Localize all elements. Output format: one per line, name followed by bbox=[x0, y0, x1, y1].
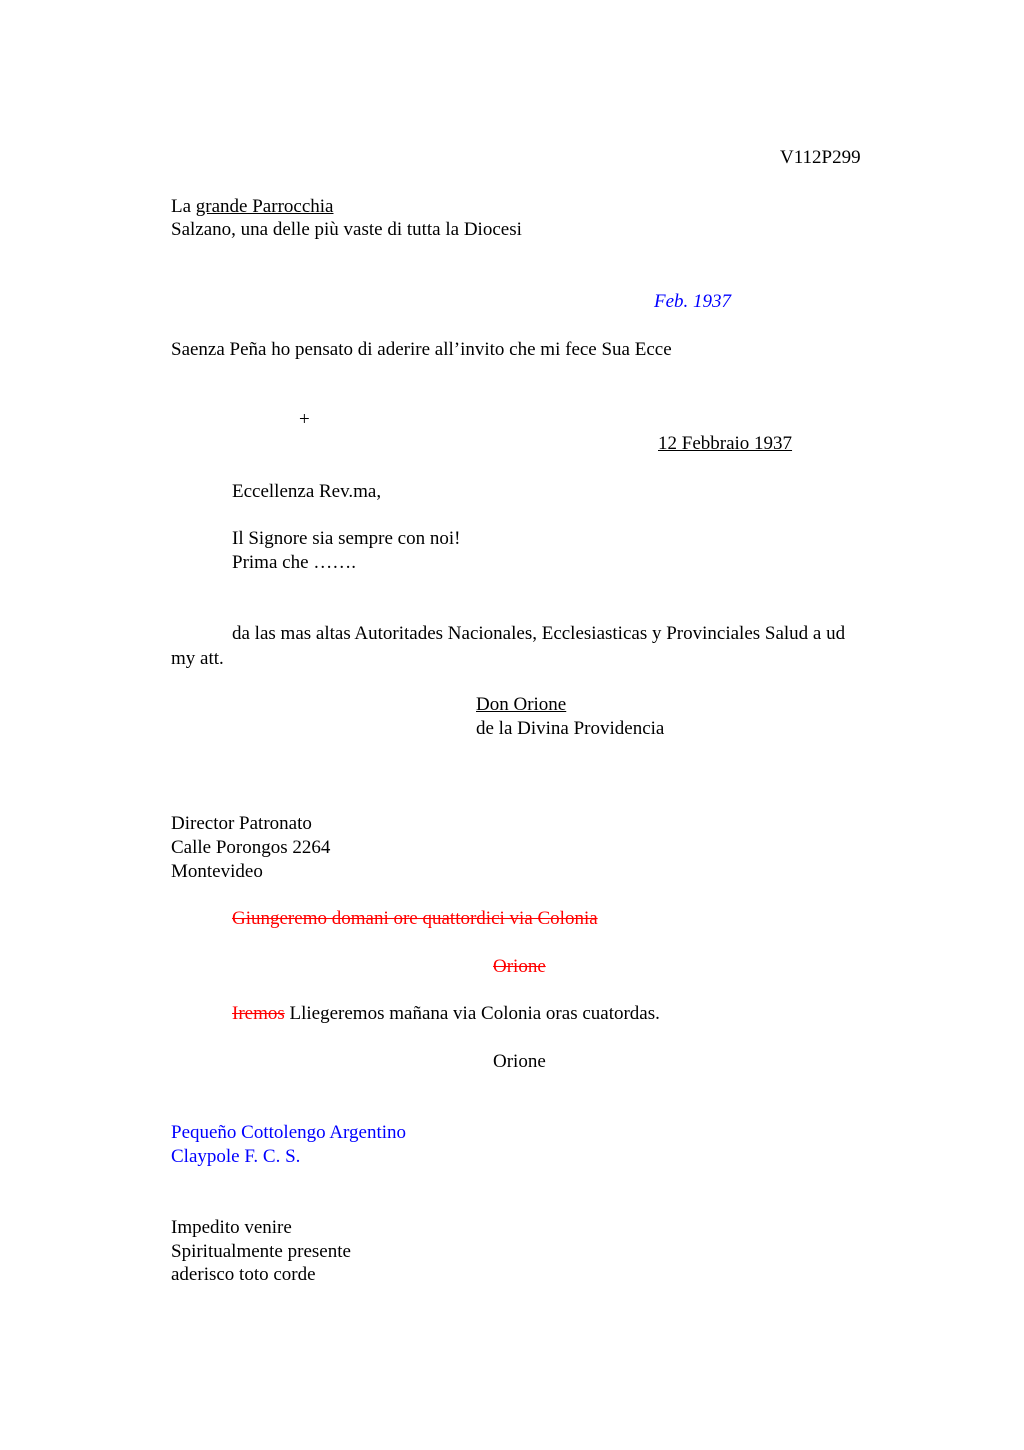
telegram-spanish bbox=[232, 1002, 660, 1026]
parish-prefix: La bbox=[171, 196, 196, 217]
parish-underlined: grande Parrocchia bbox=[195, 196, 334, 217]
spanish-paragraph-line2: my att. bbox=[171, 648, 224, 669]
closing-line2: Spiritualmente presente bbox=[171, 1241, 351, 1262]
address-line1: Director Patronato bbox=[171, 813, 312, 834]
parish-description: Salzano, una delle più vaste di tutta la Diocesi bbox=[171, 219, 522, 240]
signature-title: de la Divina Providencia bbox=[476, 718, 665, 739]
greeting: Il Signore sia sempre con noi! bbox=[232, 528, 461, 549]
address-line2: Calle Porongos 2264 bbox=[171, 837, 331, 858]
telegram-italian-rest: domani ore quattordici via Colonia bbox=[326, 908, 598, 929]
cross-mark: + bbox=[299, 409, 310, 430]
feb-date-note: Feb. 1937 bbox=[654, 291, 732, 312]
parish-heading bbox=[171, 195, 333, 219]
telegram-spanish-struck-word: Iremos bbox=[232, 1003, 285, 1024]
salutation: Eccellenza Rev.ma, bbox=[232, 481, 382, 502]
letter-date: 12 Febbraio 1937 bbox=[658, 433, 793, 454]
saenza-line: Saenza Peña ho pensato di aderire all’invito che mi fece Sua Ecce bbox=[171, 339, 672, 360]
closing-line1: Impedito venire bbox=[171, 1217, 292, 1238]
closing-line3: aderisco toto corde bbox=[171, 1264, 316, 1285]
telegram-spanish-signature: Orione bbox=[493, 1051, 546, 1072]
reference-code: V112P299 bbox=[780, 147, 861, 168]
prima-line: Prima che ……. bbox=[232, 552, 357, 573]
address-line3: Montevideo bbox=[171, 861, 263, 882]
cottolengo-line2: Claypole F. C. S. bbox=[171, 1146, 301, 1167]
telegram-italian-signature: Orione bbox=[493, 956, 546, 977]
telegram-italian bbox=[232, 907, 598, 931]
cottolengo-line1: Pequeño Cottolengo Argentino bbox=[171, 1122, 407, 1143]
spanish-paragraph-line1: da las mas altas Autoritades Nacionales, Ecclesiasticas y Provinciales Salud a ud bbox=[232, 623, 846, 644]
telegram-spanish-text: Lliegeremos mañana via Colonia oras cuatordas. bbox=[284, 1003, 660, 1024]
telegram-italian-first-word: Giungeremo bbox=[232, 908, 327, 929]
signature-name: Don Orione bbox=[476, 694, 567, 715]
